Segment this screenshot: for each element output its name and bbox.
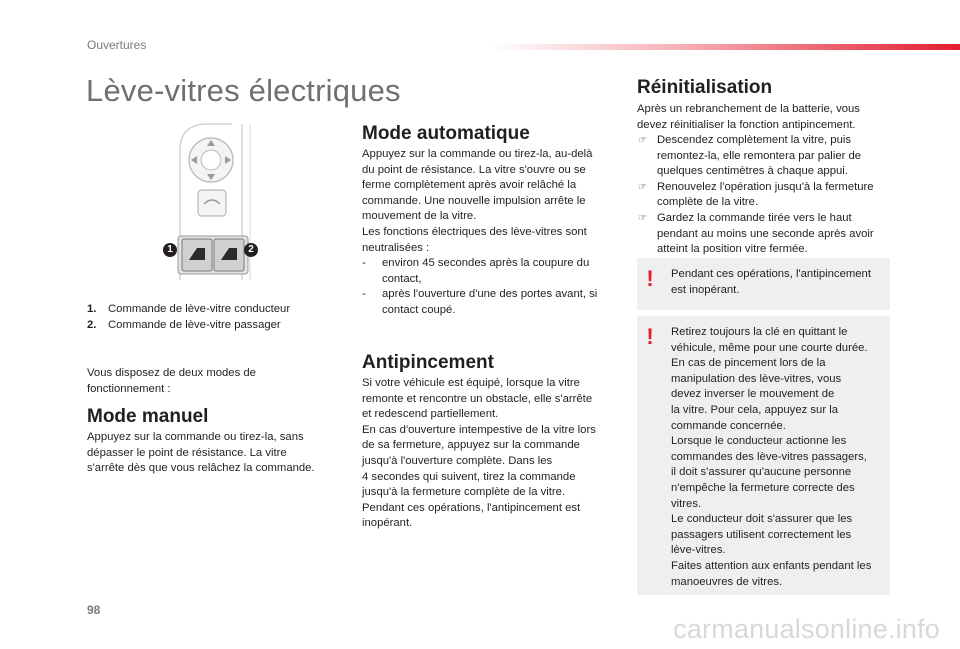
list-item: - environ 45 secondes après la coupure du contact, (362, 257, 590, 285)
figure-legend (87, 302, 337, 333)
intro-text: Vous disposez de deux modes de fonctionnement : (87, 367, 256, 395)
watermark: carmanualsonline.info (673, 614, 940, 644)
legend-item (87, 302, 337, 318)
reset-steps-list (637, 133, 899, 258)
section-label: Ouvertures (87, 38, 147, 52)
warning-icon: ! (646, 324, 654, 349)
reset-heading: Réinitialisation (637, 77, 773, 98)
legend-number: 1. (87, 303, 97, 315)
header-accent-bar (490, 44, 960, 50)
warning-box-antipinch (637, 258, 890, 310)
arrow-bullet-icon: ☞ (638, 181, 647, 193)
page-number: 98 (87, 603, 101, 617)
legend-text: Commande de lève-vitre conducteur (108, 303, 291, 315)
list-item-text: environ 45 secondes après la coupure du contact, (382, 257, 590, 285)
list-item (637, 180, 899, 211)
manual-mode-text: Appuyez sur la commande ou tirez-la, sans dépasser le point de résistance. La vitre s'arrête dès que vous relâchez la commande. (87, 431, 315, 475)
list-item-text: après l'ouverture d'une des portes avant, si contact coupé. (382, 288, 598, 316)
legend-text: Commande de lève-vitre passager (108, 318, 281, 331)
list-item: - après l'ouverture d'une des portes avant, si contact coupé. (362, 288, 598, 316)
list-item-text: Renouvelez l'opération jusqu'à la fermeture complète de la vitre. (657, 180, 874, 209)
callout-1: 1 (163, 243, 177, 257)
warning-text: Pendant ces opérations, l'antipincement est inopérant. (671, 268, 871, 296)
list-item (637, 211, 899, 258)
window-switch-illustration (160, 120, 270, 282)
reset-text: Après un rebranchement de la batterie, vous devez réinitialiser la fonction antipincement. (637, 103, 860, 131)
callout-2: 2 (244, 243, 258, 257)
automatic-mode-heading: Mode automatique (362, 123, 530, 144)
arrow-bullet-icon: ☞ (638, 135, 647, 146)
neutralization-list (362, 256, 624, 318)
antipinch-text: Si votre véhicule est équipé, lorsque la vitre remonte et rencontre un obstacle, elle s'arrête et redescend partiellement. En cas d'ouverture intempestive de la vitre lors de sa fermeture, appuyez sur la commande jusqu'à l'ouverture complète. Dans les 4 secondes qui suivent, tirez la commande jusqu'à la fermeture complète de la vitre. Pendant ces opérations, l'antipincement est inopérant. (362, 377, 596, 530)
page-title: Lève-vitres électriques (86, 73, 401, 108)
manual-mode-heading: Mode manuel (87, 406, 209, 427)
arrow-bullet-icon: ☞ (638, 212, 647, 224)
warning-icon: ! (646, 266, 654, 291)
legend-number: 2. (87, 318, 97, 331)
list-item-text: Descendez complètement la vitre, puis remontez-la, elle remontera par palier de quelques centimètres à chaque appui. (657, 134, 862, 178)
list-item (637, 133, 899, 180)
warning-box-safety (637, 316, 890, 595)
antipinch-heading: Antipincement (362, 352, 494, 373)
warning-text: Retirez toujours la clé en quittant le véhicule, même pour une courte durée. En cas de pincement lors de la manipulation des lève-vitres, vous devez inverser le mouvement de la vitre. Pour cela, appuyez sur la commande concernée. Lorsque le conducteur actionne les commandes des lève-vitres passagers, il doit s'assurer qu'aucune personne n'empêche la fermeture correcte des vitres. Le conducteur doit s'assurer que les passagers utilisent correctement les lève-vitres. Faites attention aux enfants pendant les manoeuvres de vitres. (671, 326, 872, 588)
list-item-text: Gardez la commande tirée vers le haut pendant au moins une seconde après avoir atteint la position vitre fermée. (657, 211, 874, 256)
automatic-mode-text: Appuyez sur la commande ou tirez-la, au-delà du point de résistance. La vitre s'ouvre ou se ferme complètement après avoir relâché la commande. Une nouvelle impulsion arrête le mouvement de la vitre. Les fonctions électriques des lève-vitres sont neutralisées : (362, 148, 593, 254)
legend-item (87, 318, 337, 334)
